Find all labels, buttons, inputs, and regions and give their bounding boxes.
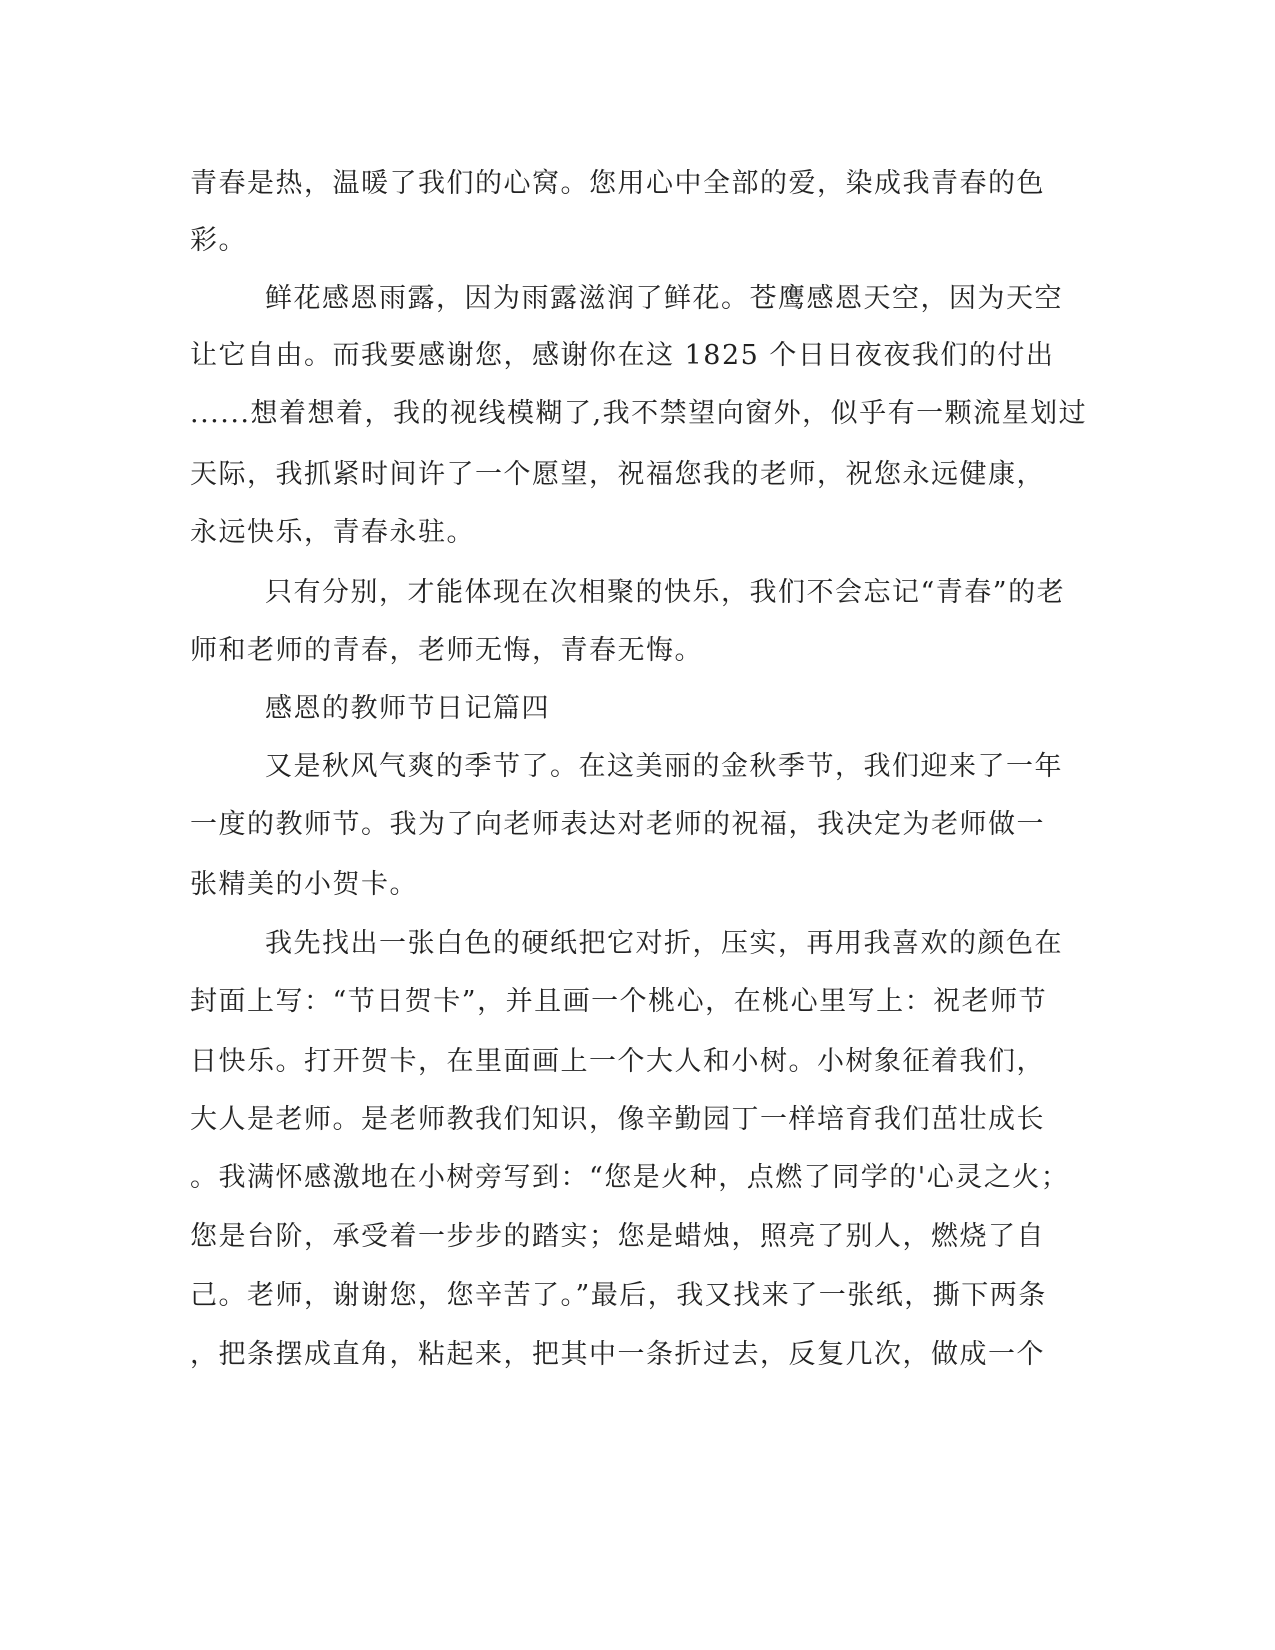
text-line: ......想着想着，我的视线模糊了,我不禁望向窗外，似乎有一颗流星划过 — [190, 398, 1088, 429]
text-line: ，把条摆成直角，粘起来，把其中一条折过去，反复几次，做成一个 — [190, 1339, 1045, 1370]
text-line: 让它自由。而我要感谢您，感谢你在这 1825 个日日夜夜我们的付出 — [190, 340, 1055, 371]
text-line: 封面上写：“节日贺卡”，并且画一个桃心，在桃心里写上：祝老师节 — [190, 986, 1048, 1017]
text-line: 张精美的小贺卡。 — [190, 869, 418, 900]
text-line: 日快乐。打开贺卡，在里面画上一个大人和小树。小树象征着我们， — [190, 1046, 1045, 1077]
text-line: 彩。 — [190, 225, 247, 256]
paragraph-start-line: 鲜花感恩雨露，因为雨露滋润了鲜花。苍鹰感恩天空，因为天空 — [265, 283, 1063, 314]
text-line: 。我满怀感激地在小树旁写到：“您是火种，点燃了同学的'心灵之火； — [190, 1162, 1070, 1193]
paragraph-start-line: 又是秋风气爽的季节了。在这美丽的金秋季节，我们迎来了一年 — [265, 751, 1063, 782]
text-line: 永远快乐，青春永驻。 — [190, 517, 475, 548]
text-line: 大人是老师。是老师教我们知识，像辛勤园丁一样培育我们茁壮成长 — [190, 1104, 1045, 1135]
section-heading: 感恩的教师节日记篇四 — [265, 693, 550, 724]
paragraph-start-line: 只有分别，才能体现在次相聚的快乐，我们不会忘记“青春”的老 — [265, 577, 1066, 608]
text-line: 青春是热，温暖了我们的心窝。您用心中全部的爱，染成我青春的色 — [190, 168, 1045, 199]
paragraph-start-line: 我先找出一张白色的硬纸把它对折，压实，再用我喜欢的颜色在 — [265, 928, 1063, 959]
text-line: 天际，我抓紧时间许了一个愿望，祝福您我的老师，祝您永远健康， — [190, 459, 1045, 490]
text-line: 己。老师，谢谢您，您辛苦了。”最后，我又找来了一张纸，撕下两条 — [190, 1280, 1047, 1311]
text-line: 师和老师的青春，老师无悔，青春无悔。 — [190, 635, 703, 666]
text-line: 您是台阶，承受着一步步的踏实；您是蜡烛，照亮了别人，燃烧了自 — [190, 1221, 1045, 1252]
text-line: 一度的教师节。我为了向老师表达对老师的祝福，我决定为老师做一 — [190, 809, 1045, 840]
